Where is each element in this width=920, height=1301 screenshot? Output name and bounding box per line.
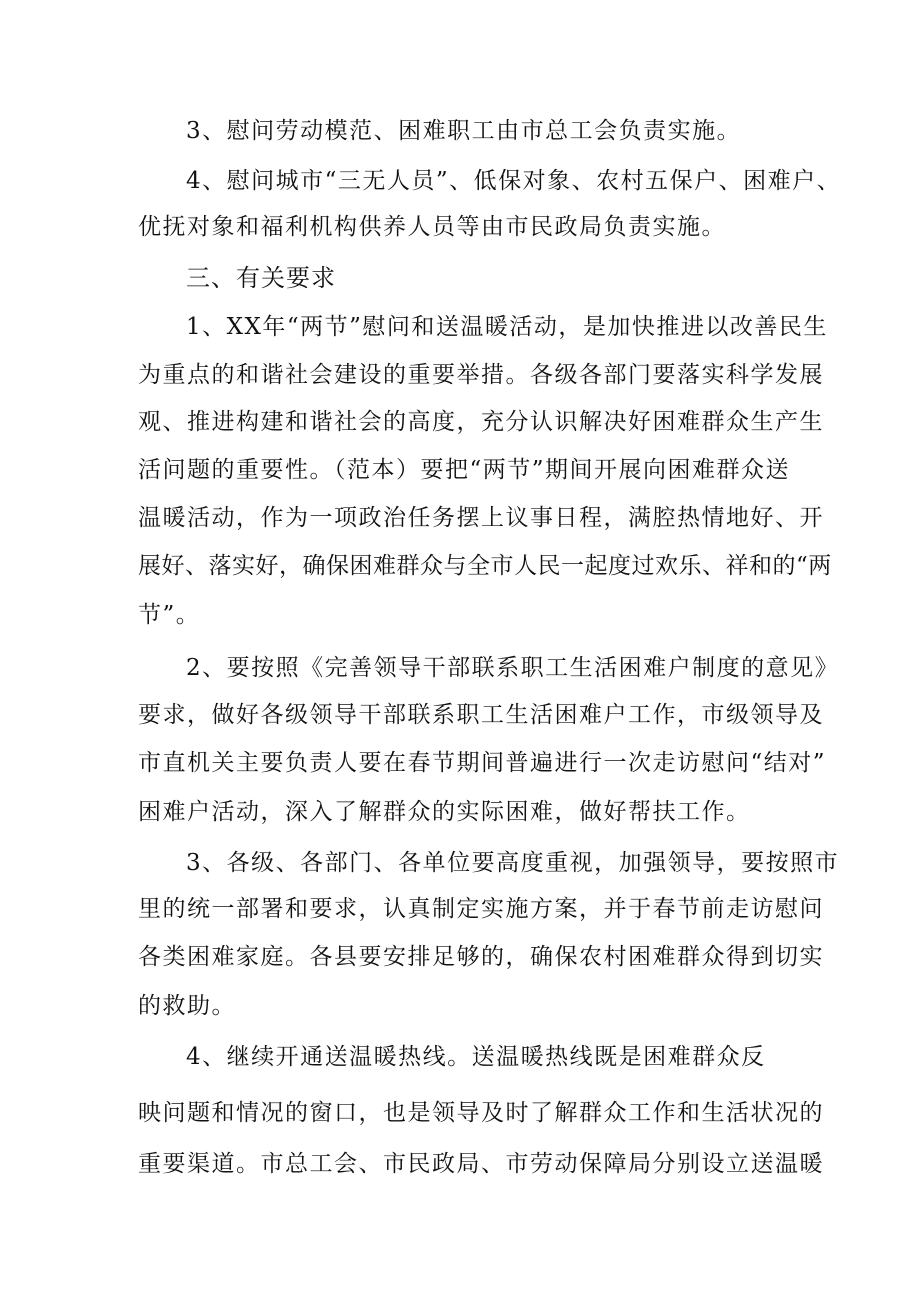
text-line: 观、推进构建和谐社会的高度，充分认识解决好困难群众生产生 <box>138 409 824 435</box>
section-heading: 三、有关要求 <box>186 264 336 292</box>
text-line: 3、慰问劳动模范、困难职工由市总工会负责实施。 <box>186 118 742 144</box>
text-line: 映问题和情况的窗口，也是领导及时了解群众工作和生活状况的 <box>138 1100 824 1126</box>
text-line: 各类困难家庭。各县要安排足够的，确保农村困难群众得到切实 <box>138 944 824 970</box>
text-line: 市直机关主要负责人要在春节期间普遍进行一次走访慰问“结对” <box>138 750 827 776</box>
text-line: 活问题的重要性。（范本）要把“两节”期间开展向困难群众送 <box>138 457 791 483</box>
text-line: 里的统一部署和要求，认真制定实施方案，并于春节前走访慰问 <box>138 896 824 922</box>
text-line: 节”。 <box>138 602 201 628</box>
text-line: 重要渠道。市总工会、市民政局、市劳动保障局分别设立送温暖 <box>138 1151 824 1177</box>
text-line: 3、各级、各部门、各单位要高度重视，加强领导，要按照市 <box>186 850 840 876</box>
text-line: 4、继续开通送温暖热线。送温暖热线既是困难群众反 <box>186 1044 766 1070</box>
text-line: 为重点的和谐社会建设的重要举措。各级各部门要落实科学发展 <box>138 362 824 388</box>
text-line: 4、慰问城市“三无人员”、低保对象、农村五保户、困难户、 <box>186 168 842 194</box>
text-line: 2、要按照《完善领导干部联系职工生活困难户制度的意见》 <box>186 655 840 681</box>
text-line: 困难户活动，深入了解群众的实际困难，做好帮扶工作。 <box>138 799 751 825</box>
text-line: 展好、落实好，确保困难群众与全市人民一起度过欢乐、祥和的“两 <box>138 553 832 579</box>
text-line: 1、XX年“两节”慰问和送温暖活动，是加快推进以改善民生 <box>186 314 828 340</box>
text-line: 优抚对象和福利机构供养人员等由市民政局负责实施。 <box>138 214 726 240</box>
text-line: 的救助。 <box>138 993 236 1019</box>
text-line: 温暖活动，作为一项政治任务摆上议事日程，满腔热情地好、开 <box>138 505 824 531</box>
text-line: 要求，做好各级领导干部联系职工生活困难户工作，市级领导及 <box>138 702 824 728</box>
